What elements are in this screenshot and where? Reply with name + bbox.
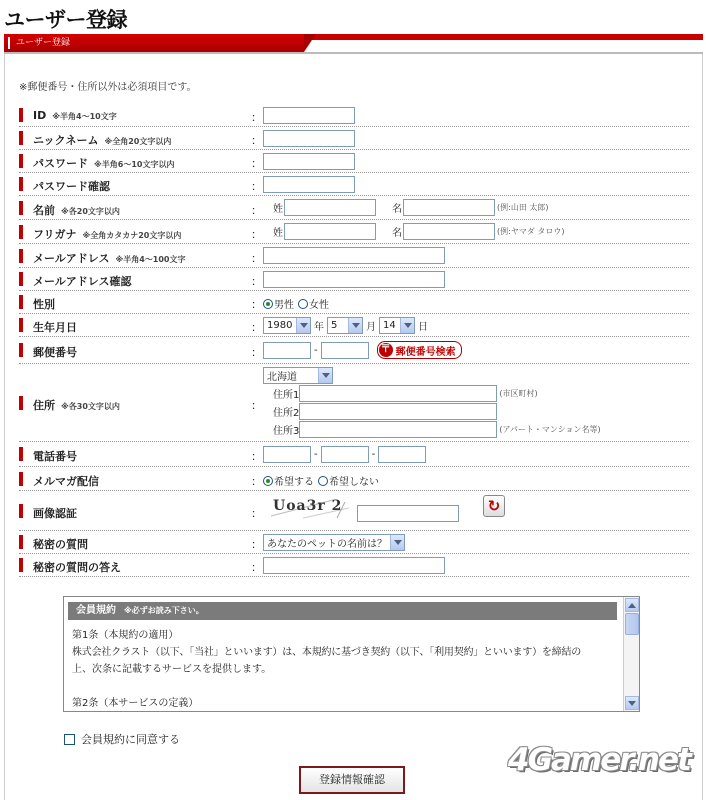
row-marker: [19, 201, 23, 215]
email-note: ※半角4〜100文字: [115, 255, 186, 264]
terms-line: 第1条（本規約の適用）: [72, 630, 179, 641]
agree-terms-label: 会員規約に同意する: [81, 733, 180, 746]
row-gender: [19, 291, 689, 314]
prefecture-value: 北海道: [267, 372, 297, 383]
email-confirm-input[interactable]: [263, 271, 445, 288]
birth-year-value: 1980: [267, 320, 293, 331]
row-marker: [19, 504, 23, 518]
first-name-kana-input[interactable]: [403, 223, 495, 240]
secret-answer-label: 秘密の質問の答え: [33, 561, 121, 574]
birth-month-value: 5: [331, 320, 338, 331]
row-marker: [19, 472, 23, 486]
header-red-line: [294, 34, 703, 40]
postal-label: 郵便番号: [33, 346, 77, 359]
row-marker: [19, 249, 23, 263]
colon: ：: [251, 204, 262, 217]
row-marker: [19, 447, 23, 461]
address-1-hint: (市区町村): [499, 389, 538, 398]
row-marker: [19, 295, 23, 309]
refresh-icon: ↻: [487, 497, 501, 515]
row-marker: [19, 131, 23, 145]
colon: ：: [251, 228, 262, 241]
nickname-note: ※全角20文字以内: [104, 137, 172, 146]
first-name-input[interactable]: [403, 199, 495, 216]
colon: ：: [251, 180, 262, 193]
id-input[interactable]: [263, 107, 355, 124]
name-label: 名前 ※各20文字以内: [33, 204, 120, 217]
newsletter-label: メルマガ配信: [33, 475, 99, 488]
birth-year-select[interactable]: [263, 317, 311, 334]
chevron-down-icon: [390, 535, 404, 550]
row-secret-question: [19, 531, 689, 554]
chevron-down-icon: [348, 318, 362, 333]
year-unit: 年: [314, 322, 324, 333]
dash: -: [314, 449, 318, 460]
dash: -: [314, 344, 318, 356]
postal-mark-icon: 〒: [380, 344, 391, 355]
newsletter-no-label: 希望しない: [329, 477, 379, 488]
sei-label: 姓: [273, 204, 283, 215]
birthdate-label: 生年月日: [33, 321, 77, 334]
row-address: [19, 364, 689, 442]
secret-answer-input[interactable]: [263, 557, 445, 574]
password-label: パスワード ※半角6〜10文字以内: [33, 157, 175, 170]
postal-code-second-input[interactable]: [321, 342, 369, 359]
scroll-down-icon[interactable]: [625, 696, 639, 710]
postal-code-first-input[interactable]: [263, 342, 311, 359]
month-unit: 月: [366, 322, 376, 333]
newsletter-yes-radio[interactable]: [263, 476, 273, 486]
row-furigana: [19, 220, 689, 244]
row-secret-answer: [19, 554, 689, 577]
last-name-kana-input[interactable]: [284, 223, 376, 240]
row-password-confirm: [19, 173, 689, 196]
colon: ：: [251, 134, 262, 147]
captcha-text: Uoa3r 2: [273, 498, 343, 514]
phone-first-input[interactable]: [263, 446, 311, 463]
gender-female-label: 女性: [309, 300, 329, 311]
submit-confirm-button[interactable]: 登録情報確認: [299, 766, 405, 794]
section-header-bar: [4, 34, 703, 54]
terms-line: 第2条（本サービスの定義）: [72, 698, 199, 709]
colon: ：: [251, 475, 262, 488]
id-note: ※半角4〜10文字: [52, 112, 117, 121]
watermark-logo: 4Gamer.net: [508, 742, 690, 778]
address-3-hint: (アパート・マンション名等): [499, 425, 601, 434]
row-newsletter: [19, 467, 689, 491]
row-marker: [19, 343, 23, 357]
address-2-input[interactable]: [299, 403, 497, 420]
page-title: ユーザー登録: [4, 8, 127, 32]
furigana-label: フリガナ ※全角カタカナ20文字以内: [33, 228, 182, 241]
password-confirm-label: パスワード確認: [33, 180, 110, 193]
terms-box[interactable]: [63, 596, 640, 712]
captcha-image: [263, 496, 353, 520]
colon: ：: [251, 298, 262, 311]
password-input[interactable]: [263, 153, 355, 170]
address-3-input[interactable]: [299, 421, 497, 438]
row-email: [19, 244, 689, 268]
row-captcha: [19, 491, 689, 531]
secret-question-label: 秘密の質問: [33, 538, 88, 551]
captcha-input[interactable]: [357, 505, 459, 522]
gender-female-radio[interactable]: [298, 299, 308, 309]
section-label: ユーザー登録: [4, 34, 304, 52]
row-birthdate: [19, 314, 689, 337]
colon: ：: [251, 157, 262, 170]
row-marker: [19, 558, 23, 572]
row-marker: [19, 225, 23, 239]
row-name: [19, 196, 689, 220]
address-note: ※各30文字以内: [61, 402, 120, 411]
row-marker: [19, 154, 23, 168]
email-input[interactable]: [263, 247, 445, 264]
colon: ：: [251, 507, 262, 520]
colon: ：: [251, 450, 262, 463]
captcha-label: 画像認証: [33, 507, 77, 520]
terms-subtitle: ※必ずお読み下さい。: [124, 606, 204, 615]
colon: ：: [251, 111, 262, 124]
nickname-label: ニックネーム ※全角20文字以内: [33, 134, 172, 147]
row-phone: [19, 442, 689, 467]
terms-line: 株式会社クラスト（以下、「当社」といいます）は、本規約に基づき契約（以下、「利用契約」といいます）を締結の: [72, 647, 582, 658]
row-marker: [19, 535, 23, 549]
furigana-example: (例:ヤマダ タロウ): [497, 227, 565, 236]
name-example: (例:山田 太郎): [497, 203, 549, 212]
birth-month-select[interactable]: [327, 317, 363, 334]
row-id: [19, 104, 689, 127]
row-marker: [19, 396, 23, 410]
address-3-label: 住所3: [273, 426, 300, 437]
row-nickname: [19, 127, 689, 150]
day-unit: 日: [418, 322, 428, 333]
postal-search-label: 郵便番号検索: [395, 346, 456, 358]
gender-male-label: 男性: [274, 300, 294, 311]
mei-label: 名: [392, 228, 402, 239]
row-marker: [19, 177, 23, 191]
chevron-down-icon: [296, 318, 310, 333]
postal-search-button[interactable]: [377, 341, 462, 359]
agree-terms-checkbox[interactable]: [64, 734, 75, 745]
dash: -: [371, 449, 376, 460]
address-label: 住所 ※各30文字以内: [33, 399, 120, 412]
password-confirm-input[interactable]: [263, 176, 355, 193]
captcha-refresh-button[interactable]: [483, 495, 505, 517]
gender-label: 性別: [33, 298, 55, 311]
newsletter-yes-label: 希望する: [274, 477, 314, 488]
terms-scrollbar[interactable]: [623, 597, 639, 711]
prefecture-select[interactable]: [263, 367, 333, 384]
colon: ：: [251, 346, 262, 359]
colon: ：: [251, 561, 262, 574]
nickname-input[interactable]: [263, 130, 355, 147]
sei-label: 姓: [273, 228, 283, 239]
required-note: ※郵便番号・住所以外は必須項目です。: [19, 82, 197, 93]
mei-label: 名: [392, 204, 402, 215]
id-label: ID ※半角4〜10文字: [33, 109, 117, 122]
colon: ：: [251, 252, 262, 265]
colon: ：: [251, 538, 262, 551]
address-1-label: 住所1: [273, 390, 300, 401]
birth-day-select[interactable]: [379, 317, 415, 334]
row-marker: [19, 108, 23, 122]
scroll-up-icon[interactable]: [625, 598, 639, 612]
colon: ：: [251, 399, 262, 412]
name-note: ※各20文字以内: [61, 207, 120, 216]
birth-day-value: 14: [383, 320, 396, 331]
row-marker: [19, 318, 23, 332]
last-name-input[interactable]: [284, 199, 376, 216]
row-postal: [19, 337, 689, 364]
chevron-down-icon: [318, 368, 332, 383]
email-label: メールアドレス ※半角4〜100文字: [33, 252, 186, 265]
chevron-down-icon: [400, 318, 414, 333]
email-confirm-label: メールアドレス確認: [33, 275, 132, 288]
terms-title: 会員規約: [76, 605, 116, 616]
gender-male-radio[interactable]: [263, 299, 273, 309]
phone-second-input[interactable]: [321, 446, 369, 463]
terms-header: [68, 602, 617, 620]
newsletter-no-radio[interactable]: [318, 476, 328, 486]
scroll-thumb[interactable]: [625, 613, 639, 635]
password-note: ※半角6〜10文字以内: [94, 160, 175, 169]
secret-question-value: あなたのペットの名前は？: [267, 539, 387, 550]
row-marker: [19, 272, 23, 286]
terms-body: [72, 627, 612, 712]
address-2-label: 住所2: [273, 408, 300, 419]
phone-third-input[interactable]: [378, 446, 426, 463]
terms-line: 上、次条に記載するサービスを提供します。: [72, 664, 272, 675]
colon: ：: [251, 275, 262, 288]
colon: ：: [251, 321, 262, 334]
secret-question-select[interactable]: [263, 534, 405, 551]
phone-label: 電話番号: [33, 450, 77, 463]
terms-line-blank: [72, 678, 612, 695]
address-1-input[interactable]: [299, 385, 497, 402]
row-password: [19, 150, 689, 173]
agree-terms-row: [64, 731, 180, 747]
furigana-note: ※全角カタカナ20文字以内: [82, 231, 182, 240]
row-email-confirm: [19, 268, 689, 291]
